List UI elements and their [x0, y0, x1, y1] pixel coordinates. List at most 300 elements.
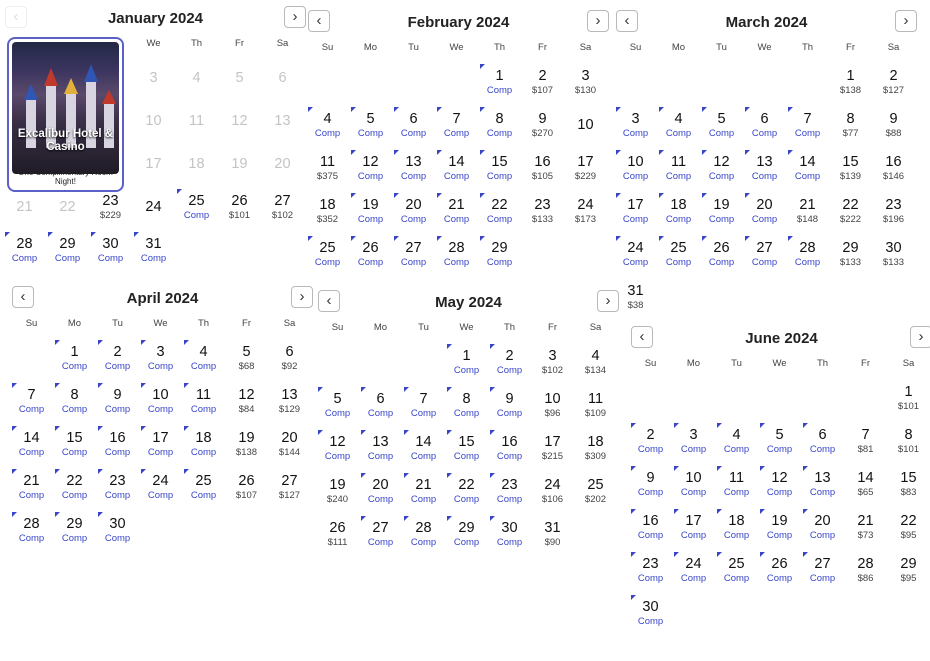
calendar-day[interactable]: [435, 150, 478, 190]
calendar-day[interactable]: [268, 383, 311, 423]
calendar-day[interactable]: [614, 193, 657, 233]
weekday-label: We: [449, 42, 464, 53]
calendar-day[interactable]: [402, 430, 445, 470]
calendar-day[interactable]: [629, 423, 672, 463]
calendar-day[interactable]: [844, 423, 887, 463]
day-number: 8: [462, 391, 471, 407]
weekday-label: Sa: [276, 38, 289, 49]
calendar-day[interactable]: [829, 107, 872, 147]
calendar-day[interactable]: [10, 383, 53, 423]
day-number: 30: [885, 240, 902, 256]
day-number: 9: [538, 111, 547, 127]
calendar-day[interactable]: [3, 232, 46, 272]
calendar-day[interactable]: [531, 387, 574, 427]
day-number: 21: [799, 197, 816, 213]
calendar-day[interactable]: [139, 469, 182, 509]
day-number: 12: [362, 154, 379, 170]
month-header: [306, 10, 611, 36]
comp-label: Comp: [61, 533, 88, 544]
weekday-row: [10, 318, 315, 332]
calendar-day[interactable]: [96, 512, 139, 552]
comp-label: Comp: [324, 408, 351, 419]
day-number: 1: [904, 384, 913, 400]
day-number: 26: [362, 240, 379, 256]
calendar-day[interactable]: [225, 426, 268, 466]
next-month-button[interactable]: ›: [284, 6, 306, 28]
calendar-day[interactable]: [478, 236, 521, 276]
day-price: $95: [900, 573, 917, 584]
calendar-day[interactable]: [872, 107, 915, 147]
day-price: $133: [882, 257, 905, 268]
calendar-day[interactable]: [132, 189, 175, 229]
day-number: 26: [238, 473, 255, 489]
calendar-day[interactable]: [139, 383, 182, 423]
calendar-day[interactable]: [46, 232, 89, 272]
calendar-day[interactable]: [478, 193, 521, 233]
calendar-day[interactable]: [531, 430, 574, 470]
calendar-day[interactable]: [359, 430, 402, 470]
comp-label: Comp: [794, 128, 821, 139]
calendar-day[interactable]: [715, 423, 758, 463]
comp-label: Comp: [183, 210, 210, 221]
calendar-day[interactable]: [53, 383, 96, 423]
day-price: $92: [281, 361, 298, 372]
comp-label: Comp: [723, 530, 750, 541]
comp-label: Comp: [622, 128, 649, 139]
calendar-day[interactable]: [872, 64, 915, 104]
day-number: 30: [109, 516, 126, 532]
comp-label: Comp: [751, 214, 778, 225]
calendar-day[interactable]: [96, 340, 139, 380]
calendar-day[interactable]: [175, 189, 218, 229]
day-price: $222: [839, 214, 862, 225]
day-number: 6: [285, 344, 294, 360]
calendar-day[interactable]: [89, 189, 132, 229]
calendar-day[interactable]: [488, 473, 531, 513]
calendar-day[interactable]: [316, 430, 359, 470]
day-number: 30: [501, 520, 518, 536]
calendar-day[interactable]: [435, 236, 478, 276]
calendar-day[interactable]: [96, 383, 139, 423]
calendar-day[interactable]: [786, 150, 829, 190]
month-may: [316, 290, 621, 548]
weekday-label: Tu: [418, 322, 429, 333]
calendar-day[interactable]: [402, 516, 445, 556]
calendar-day[interactable]: [872, 193, 915, 233]
next-month-button[interactable]: ›: [587, 10, 609, 32]
calendar-day[interactable]: [887, 466, 930, 506]
day-number: 11: [728, 470, 745, 486]
day-number: 15: [491, 154, 508, 170]
calendar-day[interactable]: [359, 473, 402, 513]
hotel-name: Excalibur Hotel & Casino: [17, 128, 114, 153]
day-price: $88: [885, 128, 902, 139]
comp-label: Comp: [453, 537, 480, 548]
calendar-day[interactable]: [801, 466, 844, 506]
comp-label: Comp: [443, 171, 470, 182]
calendar-day[interactable]: [306, 193, 349, 233]
day-number: 3: [631, 111, 640, 127]
day-number: 4: [591, 348, 600, 364]
calendar-day[interactable]: [844, 552, 887, 592]
calendar-day[interactable]: [316, 473, 359, 513]
calendar-day[interactable]: [786, 193, 829, 233]
calendar-day[interactable]: [488, 344, 531, 384]
calendar-day[interactable]: [521, 64, 564, 104]
calendar-day[interactable]: [887, 552, 930, 592]
calendar-day[interactable]: [488, 387, 531, 427]
calendar-day: [261, 103, 304, 143]
calendar-day[interactable]: [445, 387, 488, 427]
calendar-day[interactable]: [435, 107, 478, 147]
calendar-day: [218, 103, 261, 143]
calendar-day[interactable]: [574, 473, 617, 513]
calendar-day[interactable]: [392, 193, 435, 233]
month-title: June 2024: [745, 330, 818, 347]
weekday-label: We: [146, 38, 161, 49]
calendar-day[interactable]: [139, 340, 182, 380]
hotel-offer-card[interactable]: [7, 37, 124, 192]
calendar-day[interactable]: [392, 107, 435, 147]
calendar-day[interactable]: [700, 150, 743, 190]
day-number: 22: [900, 513, 917, 529]
comp-label: Comp: [11, 253, 38, 264]
comp-label: Comp: [400, 257, 427, 268]
calendar-day[interactable]: [629, 509, 672, 549]
calendar-day[interactable]: [786, 236, 829, 276]
calendar-day[interactable]: [564, 193, 607, 233]
next-month-button[interactable]: ›: [291, 286, 313, 308]
calendar-day[interactable]: [887, 380, 930, 420]
calendar-day[interactable]: [574, 430, 617, 470]
weekday-label: Mo: [373, 322, 388, 333]
prev-month-button[interactable]: ‹: [318, 290, 340, 312]
weekday-label: Tu: [731, 358, 742, 369]
calendar-day[interactable]: [89, 232, 132, 272]
calendar-day[interactable]: [268, 340, 311, 380]
calendar-day[interactable]: [657, 150, 700, 190]
calendar-day[interactable]: [96, 426, 139, 466]
month-title: March 2024: [725, 14, 808, 31]
day-number: 22: [491, 197, 508, 213]
day-number: 27: [405, 240, 422, 256]
calendar-day[interactable]: [316, 516, 359, 556]
day-number: 25: [188, 193, 205, 209]
comp-label: Comp: [665, 128, 692, 139]
calendar-day[interactable]: [521, 150, 564, 190]
calendar-day[interactable]: [829, 193, 872, 233]
calendar-day[interactable]: [564, 150, 607, 190]
calendar-day[interactable]: [53, 469, 96, 509]
calendar-day[interactable]: [359, 387, 402, 427]
calendar-day[interactable]: [758, 509, 801, 549]
calendar-day[interactable]: [478, 150, 521, 190]
day-number: 23: [102, 193, 119, 209]
day-number: 16: [642, 513, 659, 529]
calendar-day[interactable]: [829, 64, 872, 104]
day-number: 14: [415, 434, 432, 450]
calendar-day[interactable]: [445, 344, 488, 384]
calendar-day[interactable]: [743, 193, 786, 233]
calendar-day[interactable]: [629, 466, 672, 506]
weekday-label: We: [459, 322, 474, 333]
calendar-day[interactable]: [225, 383, 268, 423]
day-number: 24: [152, 473, 169, 489]
calendar-day[interactable]: [349, 236, 392, 276]
day-number: 27: [372, 520, 389, 536]
calendar-day[interactable]: [715, 509, 758, 549]
prev-month-button[interactable]: ‹: [5, 6, 27, 28]
calendar-day[interactable]: [306, 150, 349, 190]
calendar-day[interactable]: [743, 150, 786, 190]
calendar-day[interactable]: [10, 512, 53, 552]
calendar-day[interactable]: [402, 387, 445, 427]
calendar-day[interactable]: [182, 469, 225, 509]
calendar-day[interactable]: [672, 552, 715, 592]
calendar-day[interactable]: [844, 509, 887, 549]
calendar-day[interactable]: [182, 340, 225, 380]
day-number: 2: [646, 427, 655, 443]
comp-label: Comp: [809, 573, 836, 584]
calendar-day[interactable]: [829, 150, 872, 190]
calendar-day[interactable]: [872, 150, 915, 190]
calendar-day[interactable]: [801, 509, 844, 549]
calendar-day[interactable]: [10, 469, 53, 509]
weekday-label: We: [757, 42, 772, 53]
calendar-day[interactable]: [700, 193, 743, 233]
day-number: 19: [713, 197, 730, 213]
day-price: $127: [278, 490, 301, 501]
day-number: 30: [642, 599, 659, 615]
calendar-day[interactable]: [531, 344, 574, 384]
calendar-day[interactable]: [96, 469, 139, 509]
calendar-day[interactable]: [872, 236, 915, 276]
day-number: 18: [670, 197, 687, 213]
calendar-day[interactable]: [182, 383, 225, 423]
calendar-day[interactable]: [614, 150, 657, 190]
day-number: 21: [23, 473, 40, 489]
calendar-day[interactable]: [139, 426, 182, 466]
day-price: $84: [238, 404, 255, 415]
calendar-day[interactable]: [521, 193, 564, 233]
comp-label: Comp: [400, 128, 427, 139]
calendar-day[interactable]: [887, 509, 930, 549]
calendar-day[interactable]: [672, 423, 715, 463]
calendar-day[interactable]: [758, 466, 801, 506]
day-number: 4: [192, 70, 201, 86]
calendar-day[interactable]: [672, 509, 715, 549]
prev-month-button[interactable]: ‹: [308, 10, 330, 32]
calendar-day: [46, 189, 89, 229]
calendar-day[interactable]: [268, 469, 311, 509]
day-price: $102: [271, 210, 294, 221]
day-number: 20: [372, 477, 389, 493]
month-june: [629, 326, 930, 627]
comp-label: Comp: [400, 171, 427, 182]
comp-label: Comp: [324, 451, 351, 462]
day-number: 7: [452, 111, 461, 127]
calendar-day[interactable]: [672, 466, 715, 506]
calendar-day[interactable]: [488, 430, 531, 470]
calendar-day[interactable]: [844, 466, 887, 506]
day-number: 6: [376, 391, 385, 407]
comp-label: Comp: [54, 253, 81, 264]
day-price: $106: [541, 494, 564, 505]
day-price: $65: [857, 487, 874, 498]
weekday-row: [614, 42, 919, 56]
calendar-day[interactable]: [715, 466, 758, 506]
day-number: 12: [329, 434, 346, 450]
prev-month-button[interactable]: ‹: [12, 286, 34, 308]
calendar-day[interactable]: [268, 426, 311, 466]
calendar-day[interactable]: [564, 107, 607, 147]
day-number: 9: [889, 111, 898, 127]
day-number: 20: [281, 430, 298, 446]
calendar-day: [132, 60, 175, 100]
month-title: February 2024: [407, 14, 510, 31]
day-number: 29: [900, 556, 917, 572]
calendar-day[interactable]: [786, 107, 829, 147]
calendar-day[interactable]: [478, 64, 521, 104]
calendar-day[interactable]: [574, 387, 617, 427]
calendar-day[interactable]: [218, 189, 261, 229]
day-number: 6: [760, 111, 769, 127]
next-month-button[interactable]: ›: [895, 10, 917, 32]
calendar-day[interactable]: [531, 516, 574, 556]
calendar-day[interactable]: [392, 150, 435, 190]
day-number: 13: [756, 154, 773, 170]
calendar-day[interactable]: [801, 552, 844, 592]
calendar-day[interactable]: [53, 340, 96, 380]
day-number: 10: [577, 117, 594, 133]
day-number: 8: [70, 387, 79, 403]
calendar-day[interactable]: [743, 107, 786, 147]
calendar-day[interactable]: [758, 423, 801, 463]
day-number: 3: [156, 344, 165, 360]
day-number: 9: [113, 387, 122, 403]
comp-label: Comp: [453, 365, 480, 376]
day-price: $77: [842, 128, 859, 139]
calendar-day: [261, 60, 304, 100]
comp-label: Comp: [400, 214, 427, 225]
day-price: $138: [839, 85, 862, 96]
calendar-day[interactable]: [614, 107, 657, 147]
day-number: 25: [728, 556, 745, 572]
calendar-day[interactable]: [53, 512, 96, 552]
day-number: 17: [152, 430, 169, 446]
calendar-day[interactable]: [629, 595, 672, 635]
day-number: 14: [857, 470, 874, 486]
calendar-day[interactable]: [132, 232, 175, 272]
calendar-day[interactable]: [700, 236, 743, 276]
calendar-day[interactable]: [657, 107, 700, 147]
prev-month-button[interactable]: ‹: [631, 326, 653, 348]
day-number: 29: [66, 516, 83, 532]
calendar-day[interactable]: [445, 430, 488, 470]
prev-month-button[interactable]: ‹: [616, 10, 638, 32]
calendar-day[interactable]: [316, 387, 359, 427]
weekday-label: Mo: [686, 358, 701, 369]
calendar-day[interactable]: [531, 473, 574, 513]
calendar-day[interactable]: [829, 236, 872, 276]
comp-label: Comp: [723, 487, 750, 498]
calendar-day[interactable]: [435, 193, 478, 233]
weekday-label: Mo: [363, 42, 378, 53]
calendar-day[interactable]: [306, 236, 349, 276]
calendar-day[interactable]: [564, 64, 607, 104]
weekday-row: [629, 358, 930, 372]
day-price: $134: [584, 365, 607, 376]
calendar-day[interactable]: [743, 236, 786, 276]
calendar-day[interactable]: [700, 107, 743, 147]
calendar-day[interactable]: [261, 189, 304, 229]
next-month-button[interactable]: ›: [597, 290, 619, 312]
calendar-day[interactable]: [801, 423, 844, 463]
day-number: 21: [16, 199, 33, 215]
calendar-day: [175, 146, 218, 186]
calendar-day[interactable]: [349, 107, 392, 147]
calendar-day[interactable]: [715, 552, 758, 592]
calendar-day[interactable]: [614, 236, 657, 276]
weekday-label: Fr: [846, 42, 855, 53]
day-number: 27: [274, 193, 291, 209]
calendar-day[interactable]: [306, 107, 349, 147]
calendar-day[interactable]: [225, 469, 268, 509]
weekday-row: [306, 42, 611, 56]
next-month-button[interactable]: ›: [910, 326, 930, 348]
calendar-day[interactable]: [657, 193, 700, 233]
day-number: 6: [409, 111, 418, 127]
calendar-day[interactable]: [359, 516, 402, 556]
calendar-day[interactable]: [349, 150, 392, 190]
day-number: 31: [544, 520, 561, 536]
comp-label: Comp: [708, 171, 735, 182]
calendar-day[interactable]: [478, 107, 521, 147]
calendar-day: [132, 146, 175, 186]
comp-label: Comp: [496, 365, 523, 376]
weekday-label: Th: [190, 38, 203, 49]
calendar-day[interactable]: [182, 426, 225, 466]
weekday-row: [316, 322, 621, 336]
month-march: [614, 10, 919, 311]
comp-label: Comp: [680, 530, 707, 541]
comp-label: Comp: [622, 257, 649, 268]
day-number: 9: [505, 391, 514, 407]
comp-label: Comp: [751, 257, 778, 268]
calendar-day[interactable]: [225, 340, 268, 380]
day-number: 6: [818, 427, 827, 443]
calendar-day[interactable]: [10, 426, 53, 466]
calendar-day[interactable]: [521, 107, 564, 147]
day-number: 25: [670, 240, 687, 256]
day-number: 31: [627, 283, 644, 299]
calendar-day[interactable]: [657, 236, 700, 276]
calendar-day[interactable]: [629, 552, 672, 592]
calendar-day[interactable]: [445, 473, 488, 513]
comp-label: Comp: [61, 447, 88, 458]
calendar-day[interactable]: [445, 516, 488, 556]
calendar-day[interactable]: [402, 473, 445, 513]
calendar-day[interactable]: [758, 552, 801, 592]
calendar-day[interactable]: [392, 236, 435, 276]
day-number: 24: [685, 556, 702, 572]
month-header: [629, 326, 930, 352]
calendar-day[interactable]: [574, 344, 617, 384]
calendar-day[interactable]: [488, 516, 531, 556]
calendar-day[interactable]: [887, 423, 930, 463]
calendar-day[interactable]: [53, 426, 96, 466]
calendar-day[interactable]: [349, 193, 392, 233]
